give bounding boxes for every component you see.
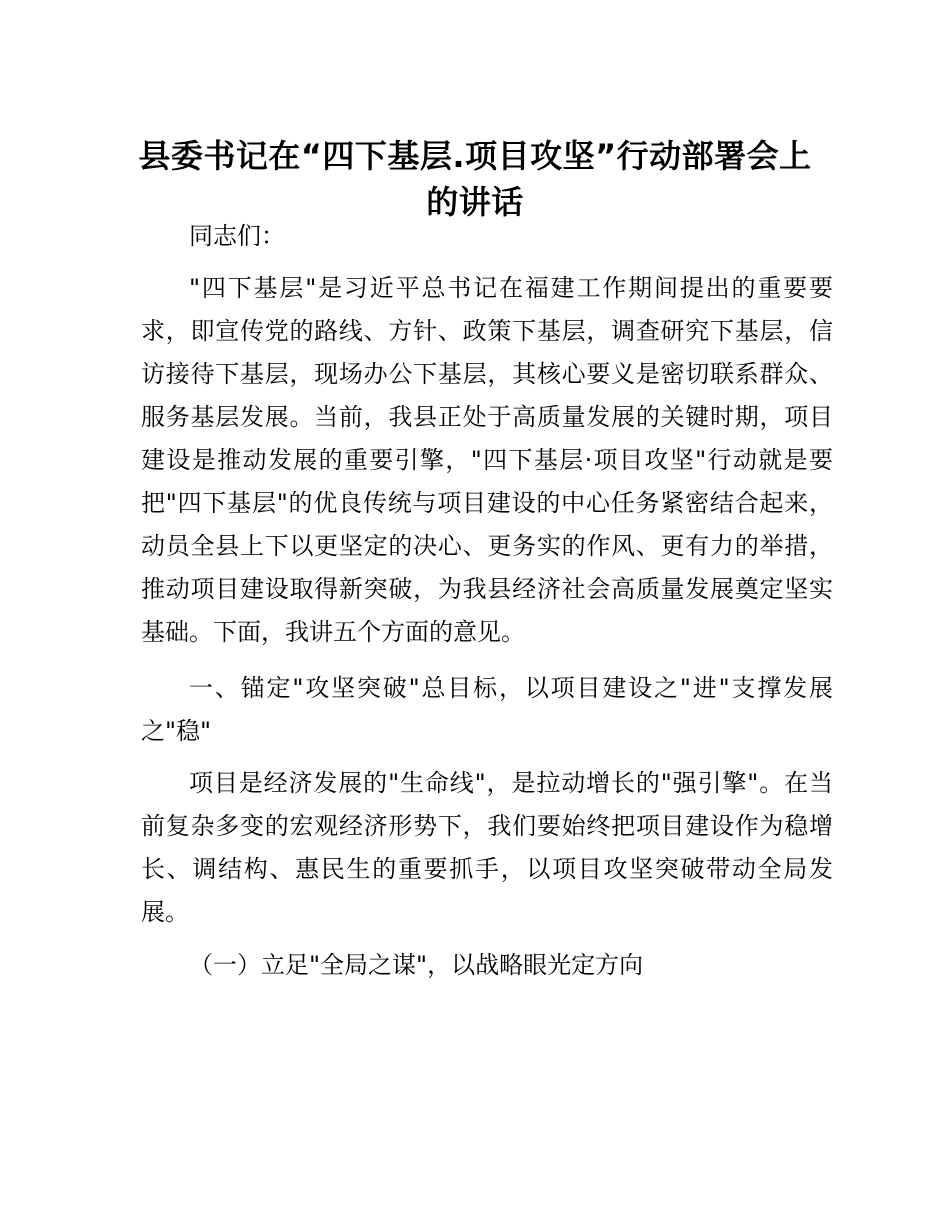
intro-paragraph: "四下基层"是习近平总书记在福建工作期间提出的重要要求，即宣传党的路线、方针、政策下基层，调查研究下基层，信访接待下基层，现场办公下基层，其核心要义是密切联系群众、服务基层发展。当前，我县正处于高质量发展的关键时期，项目建设是推动发展的重要引擎，"四下基层·项目攻坚"行动就是要把"四下基层"的优良传统与项目建设的中心任务紧密结合起来，动员全县上下以更坚定的决心、更务实的作风、更有力的举措，推动项目建设取得新突破，为我县经济社会高质量发展奠定坚实基础。下面，我讲五个方面的意见。 (141, 274, 833, 646)
section-heading-1: 一、锚定"攻坚突破"总目标，以项目建设之"进"支撑发展之"稳" (141, 674, 833, 745)
section-paragraph-1: 项目是经济发展的"生命线"，是拉动增长的"强引擎"。在当前复杂多变的宏观经济形势下，我们要始终把项目建设作为稳增长、调结构、惠民生的重要抓手，以项目攻坚突破带动全局发展。 (141, 769, 833, 926)
document-title (120, 133, 830, 225)
greeting: 同志们： (189, 222, 285, 250)
title-line-1: 县委书记在“四下基层.项目攻坚”行动部署会上 (138, 137, 812, 176)
title-line-2: 的讲话 (426, 183, 524, 222)
subsection-heading-1: （一）立足"全局之谋"，以战略眼光定方向 (189, 951, 644, 979)
